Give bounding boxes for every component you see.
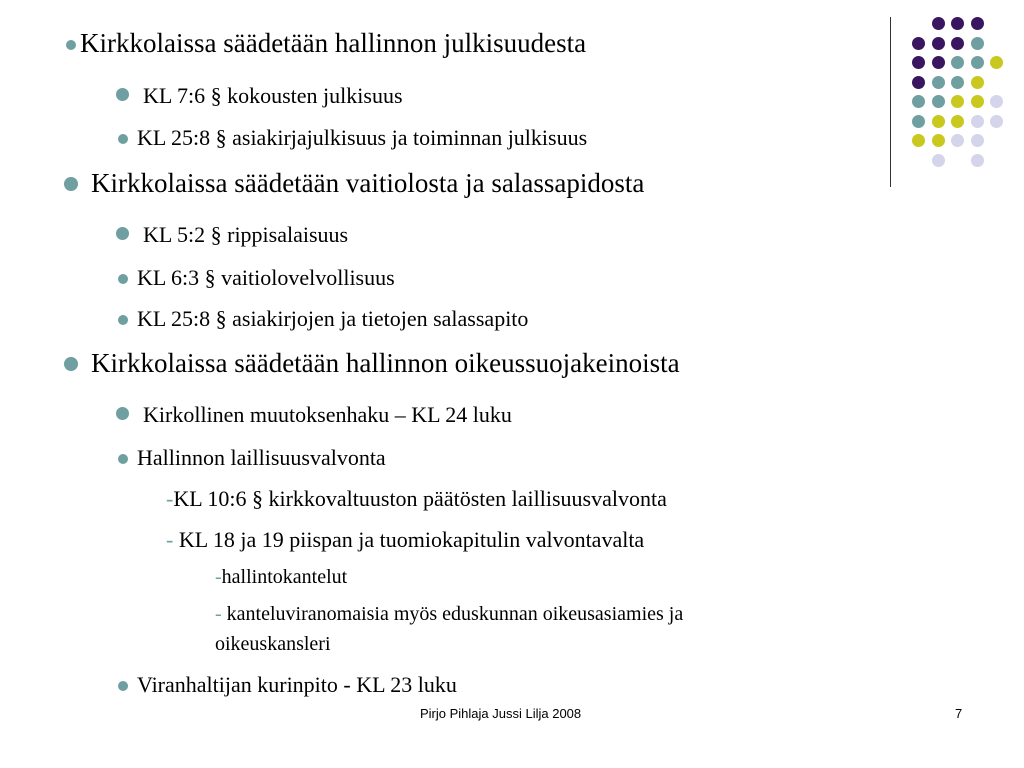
bullet-dot-icon xyxy=(118,274,128,284)
bullet-text: KL 25:8 § asiakirjojen ja tietojen salassapito xyxy=(137,306,529,331)
bullet-dot-icon xyxy=(116,407,129,420)
decorative-dot xyxy=(990,115,1003,128)
bullet-item xyxy=(143,83,403,109)
decorative-dot xyxy=(932,154,945,167)
dash-marker: - xyxy=(166,486,174,511)
bullet-dot-icon xyxy=(118,134,128,144)
bullet-dot-icon xyxy=(118,681,128,691)
dash-item xyxy=(215,566,347,589)
decorative-dot xyxy=(951,37,964,50)
decorative-dot xyxy=(951,56,964,69)
decorative-dot xyxy=(971,17,984,30)
decorative-dot xyxy=(951,134,964,147)
bullet-dot-icon xyxy=(64,357,78,371)
dash-marker: - xyxy=(215,603,222,625)
bullet-item xyxy=(137,306,528,332)
decorative-dot xyxy=(932,56,945,69)
decorative-dot xyxy=(912,115,925,128)
dash-text: KL 10:6 § kirkkovaltuuston päätösten laillisuusvalvonta xyxy=(173,486,667,511)
bullet-text: Kirkkolaissa säädetään hallinnon julkisuudesta xyxy=(80,28,587,58)
decorative-dot xyxy=(990,56,1003,69)
decorative-dot xyxy=(932,134,945,147)
bullet-dot-icon xyxy=(116,88,129,101)
bullet-text: KL 25:8 § asiakirjajulkisuus ja toiminnan julkisuus xyxy=(137,125,588,150)
bullet-text: Kirkkolaissa säädetään hallinnon oikeussuojakeinoista xyxy=(91,348,680,378)
bullet-dot-icon xyxy=(118,315,128,325)
decorative-dot xyxy=(990,95,1003,108)
bullet-text: Hallinnon laillisuusvalvonta xyxy=(137,445,386,470)
decorative-dot xyxy=(971,154,984,167)
dash-marker: - xyxy=(215,566,222,588)
dash-text: oikeuskansleri xyxy=(215,633,331,655)
bullet-item xyxy=(143,222,348,248)
bullet-dot-icon xyxy=(118,454,128,464)
dash-item xyxy=(166,486,667,512)
decorative-dot xyxy=(971,115,984,128)
bullet-text: KL 6:3 § vaitiolovelvollisuus xyxy=(137,265,395,290)
dash-text: kanteluviranomaisia myös eduskunnan oikeusasiamies ja xyxy=(221,603,684,625)
decorative-dot xyxy=(912,37,925,50)
bullet-text: Viranhaltijan kurinpito - KL 23 luku xyxy=(137,672,457,697)
decorative-dot xyxy=(971,134,984,147)
bullet-dot-icon xyxy=(116,227,129,240)
decorative-dot xyxy=(912,134,925,147)
decorative-dot xyxy=(951,115,964,128)
decorative-dot xyxy=(912,95,925,108)
decorative-dot xyxy=(932,95,945,108)
decorative-dot xyxy=(912,56,925,69)
bullet-dot-icon xyxy=(64,177,78,191)
bullet-item xyxy=(137,125,587,151)
decorative-dot xyxy=(932,115,945,128)
decorative-dot xyxy=(951,17,964,30)
bullet-item xyxy=(137,265,395,291)
bullet-item xyxy=(137,672,457,698)
decorative-divider xyxy=(890,17,891,187)
dash-marker: - xyxy=(166,527,174,552)
decorative-dot xyxy=(932,17,945,30)
dash-item xyxy=(166,527,644,553)
bullet-item xyxy=(80,28,586,59)
decorative-dot xyxy=(971,76,984,89)
dash-text: KL 18 ja 19 piispan ja tuomiokapitulin valvontavalta xyxy=(173,527,645,552)
bullet-text: KL 7:6 § kokousten julkisuus xyxy=(143,83,403,108)
bullet-text: KL 5:2 § rippisalaisuus xyxy=(143,222,349,247)
bullet-item xyxy=(91,168,644,199)
decorative-dot xyxy=(971,95,984,108)
decorative-dot xyxy=(912,76,925,89)
decorative-dot xyxy=(951,95,964,108)
dash-item xyxy=(215,603,683,626)
bullet-item xyxy=(143,402,512,428)
page-number: 7 xyxy=(955,706,963,721)
bullet-text: Kirkollinen muutoksenhaku – KL 24 luku xyxy=(143,402,512,427)
dash-item-continuation xyxy=(215,633,331,656)
decorative-dot xyxy=(951,76,964,89)
bullet-item xyxy=(137,445,386,471)
footer-text: Pirjo Pihlaja Jussi Lilja 2008 xyxy=(420,706,582,721)
bullet-text: Kirkkolaissa säädetään vaitiolosta ja salassapidosta xyxy=(91,168,645,198)
decorative-dot xyxy=(971,56,984,69)
bullet-dot-icon xyxy=(66,40,76,50)
decorative-dot xyxy=(971,37,984,50)
dash-text: hallintokantelut xyxy=(221,566,348,588)
decorative-dot xyxy=(932,76,945,89)
decorative-dot xyxy=(932,37,945,50)
bullet-item xyxy=(91,348,680,379)
